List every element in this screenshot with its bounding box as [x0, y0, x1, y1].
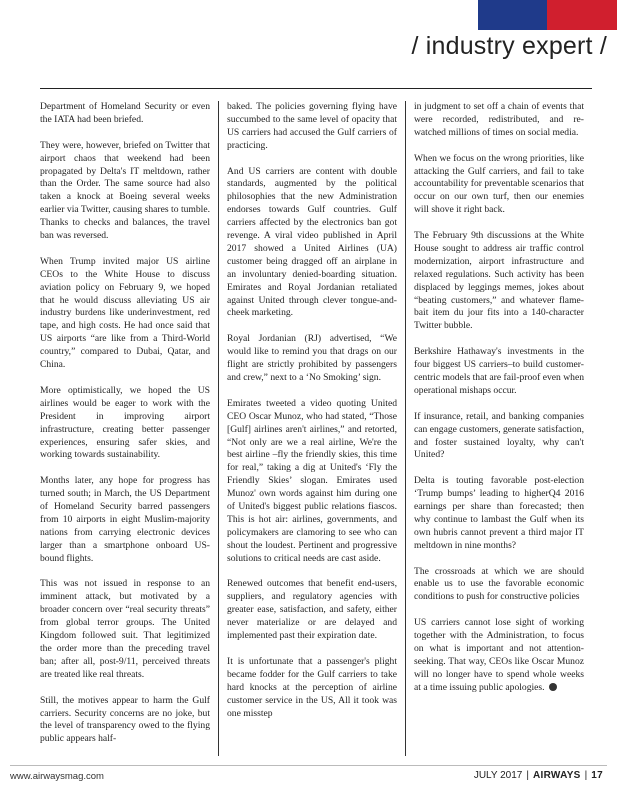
header-rule [40, 88, 592, 89]
paragraph: in judgment to set off a chain of events that were recorded, redistributed, and re-watched millions of times on social media. [414, 101, 584, 138]
article-column-1 [40, 101, 210, 756]
column-divider [218, 101, 219, 756]
paragraph: Royal Jordanian (RJ) advertised, “We would like to remind you that drags on our flight are strictly prohibited by passengers and crew,” next to a ‘No Smoking’ sign. [227, 333, 397, 383]
end-of-article-icon [549, 683, 557, 691]
paragraph: Emirates tweeted a video quoting United CEO Oscar Munoz, who had stated, “Those [Gulf] airlines aren't airlines,” and retorted, “Not only are we a real airline, We're the best airline –fly the friendly skies, this time for real,” taking a dig at United's ‘Fly the Friendly Skies’ slogan. Emirates used Munoz' own words against him during one of United's biggest public relations fiascos. This is hot air: airlines, governments, and policymakers are clamoring to see who can shout the loudest. Pertinent and progressive solutions to critical needs are cast aside. [227, 397, 397, 564]
paragraph: More optimistically, we hoped the US airlines would be eager to work with the President in improving airport infrastructure, creating better passenger experiences, ensuring safer skies, and working towards sustainability. [40, 384, 210, 461]
paragraph: baked. The policies governing flying have succumbed to the same level of opacity that US carriers had accused the Gulf carriers of practicing. [227, 101, 397, 151]
paragraph-last-text: US carriers cannot lose sight of working together with the Administration, to focus on what is important and not attention-seeking. That way, CEOs like Oscar Munoz will no longer have to spend whole weeks at a time issuing public apologies. [414, 617, 584, 693]
footer-url[interactable]: www.airwaysmag.com [10, 771, 104, 782]
paragraph: The February 9th discussions at the White House sought to address air traffic control modernization, airport infrastructure and relaxed regulations. Such activity has been displaced by leggings memes, jokes about “beating customers,” and whatever flame-bait item du jour fits into a 140-character Twitter bubble. [414, 230, 584, 332]
footer-folio [474, 770, 603, 781]
paragraph: Berkshire Hathaway's investments in the four biggest US carriers–to build customer-centric models that are fail-proof even when operational mishaps occur. [414, 346, 584, 396]
paragraph: When Trump invited major US airline CEOs to the White House to discuss aviation policy on February 9, we hoped that he would discuss alleviating US air industry burdens like underinvestment, red tape, and high costs. He had once said that US airports “are like from a Third-World country,” compared to Dubai, Qatar, and China. [40, 255, 210, 371]
article-body [40, 101, 593, 756]
column-divider [405, 101, 406, 756]
paragraph: Delta is touting favorable post-election ‘Trump bumps’ leading to higherQ4 2016 earnings per share than forecasted; then why continue to lambast the Gulf when its own hubris cannot prevent a third major IT meltdown in nine months? [414, 475, 584, 551]
paragraph: If insurance, retail, and banking companies can engage customers, generate satisfaction, and foster sustained loyalty, why can't United? [414, 410, 584, 461]
article-column-2 [227, 101, 397, 756]
paragraph: Still, the motives appear to harm the Gulf carriers. Security concerns are no joke, but the level of transparency owed to the flying public appears half- [40, 694, 210, 745]
paragraph: The crossroads at which we are should enable us to use the favorable economic conditions to push for constructive policies [414, 565, 584, 603]
footer-separator: | [526, 770, 529, 781]
paragraph: It is unfortunate that a passenger's plight became fodder for the Gulf carriers to take hard knocks at the perception of airline customer service in the US, All it took was one misstep [227, 655, 397, 719]
footer-rule [10, 765, 607, 766]
paragraph: And US carriers are content with double standards, augmented by the political philosophies that the new Administration endorses towards Gulf countries. Gulf carriers affected by the electronics ban got revenge. A viral video published in April 2017 showed a United Airlines (UA) customer being dragged off an airplane in an involuntary denied-boarding situation. Emirates and Royal Jordanian retaliated against United through clever tongue-and-cheek marketing. [227, 165, 397, 319]
section-tag: / industry expert / [411, 32, 607, 60]
article-column-3 [414, 101, 584, 756]
footer-separator: | [584, 770, 588, 781]
footer-magazine: AIRWAYS [532, 770, 581, 781]
footer-issue: JULY 2017 [473, 770, 523, 781]
paragraph: Months later, any hope for progress has turned south; in March, the US Department of Homeland Security barred passengers from 10 airports in eight Muslim-majority nations from carrying electronic devices larger than a smartphone onboard US-bound flights. [40, 475, 210, 564]
header-color-block-red [547, 0, 617, 30]
page-number: 17 [591, 770, 603, 781]
paragraph-last [414, 617, 584, 694]
header-color-block-blue [478, 0, 547, 30]
paragraph: Renewed outcomes that benefit end-users, suppliers, and regulatory agencies with greater ease, satisfaction, and safety, either never materialize or are delayed and implemented past their expiration date. [227, 578, 397, 642]
paragraph: They were, however, briefed on Twitter that airport chaos that weekend had been propagated by Delta's IT meltdown, rather than the Order. The same source had also taken a knock at Boeing several weeks earlier via Twitter, causing shares to tumble. Thanks to checks and balances, the travel ban was reversed. [40, 139, 210, 242]
paragraph: When we focus on the wrong priorities, like attacking the Gulf carriers, and fail to take accountability for preventable scenarios that occur on our own turf, then our enemies will shove it right back. [414, 152, 584, 216]
paragraph: Department of Homeland Security or even the IATA had been briefed. [40, 101, 210, 125]
paragraph: This was not issued in response to an imminent attack, but motivated by a broader concern over “real security threats” from global terror groups. The United Kingdom followed suit. That legitimized the order more than the preceding travel ban; after all, post-9/11, perceived threats are treated like real threats. [40, 578, 210, 680]
